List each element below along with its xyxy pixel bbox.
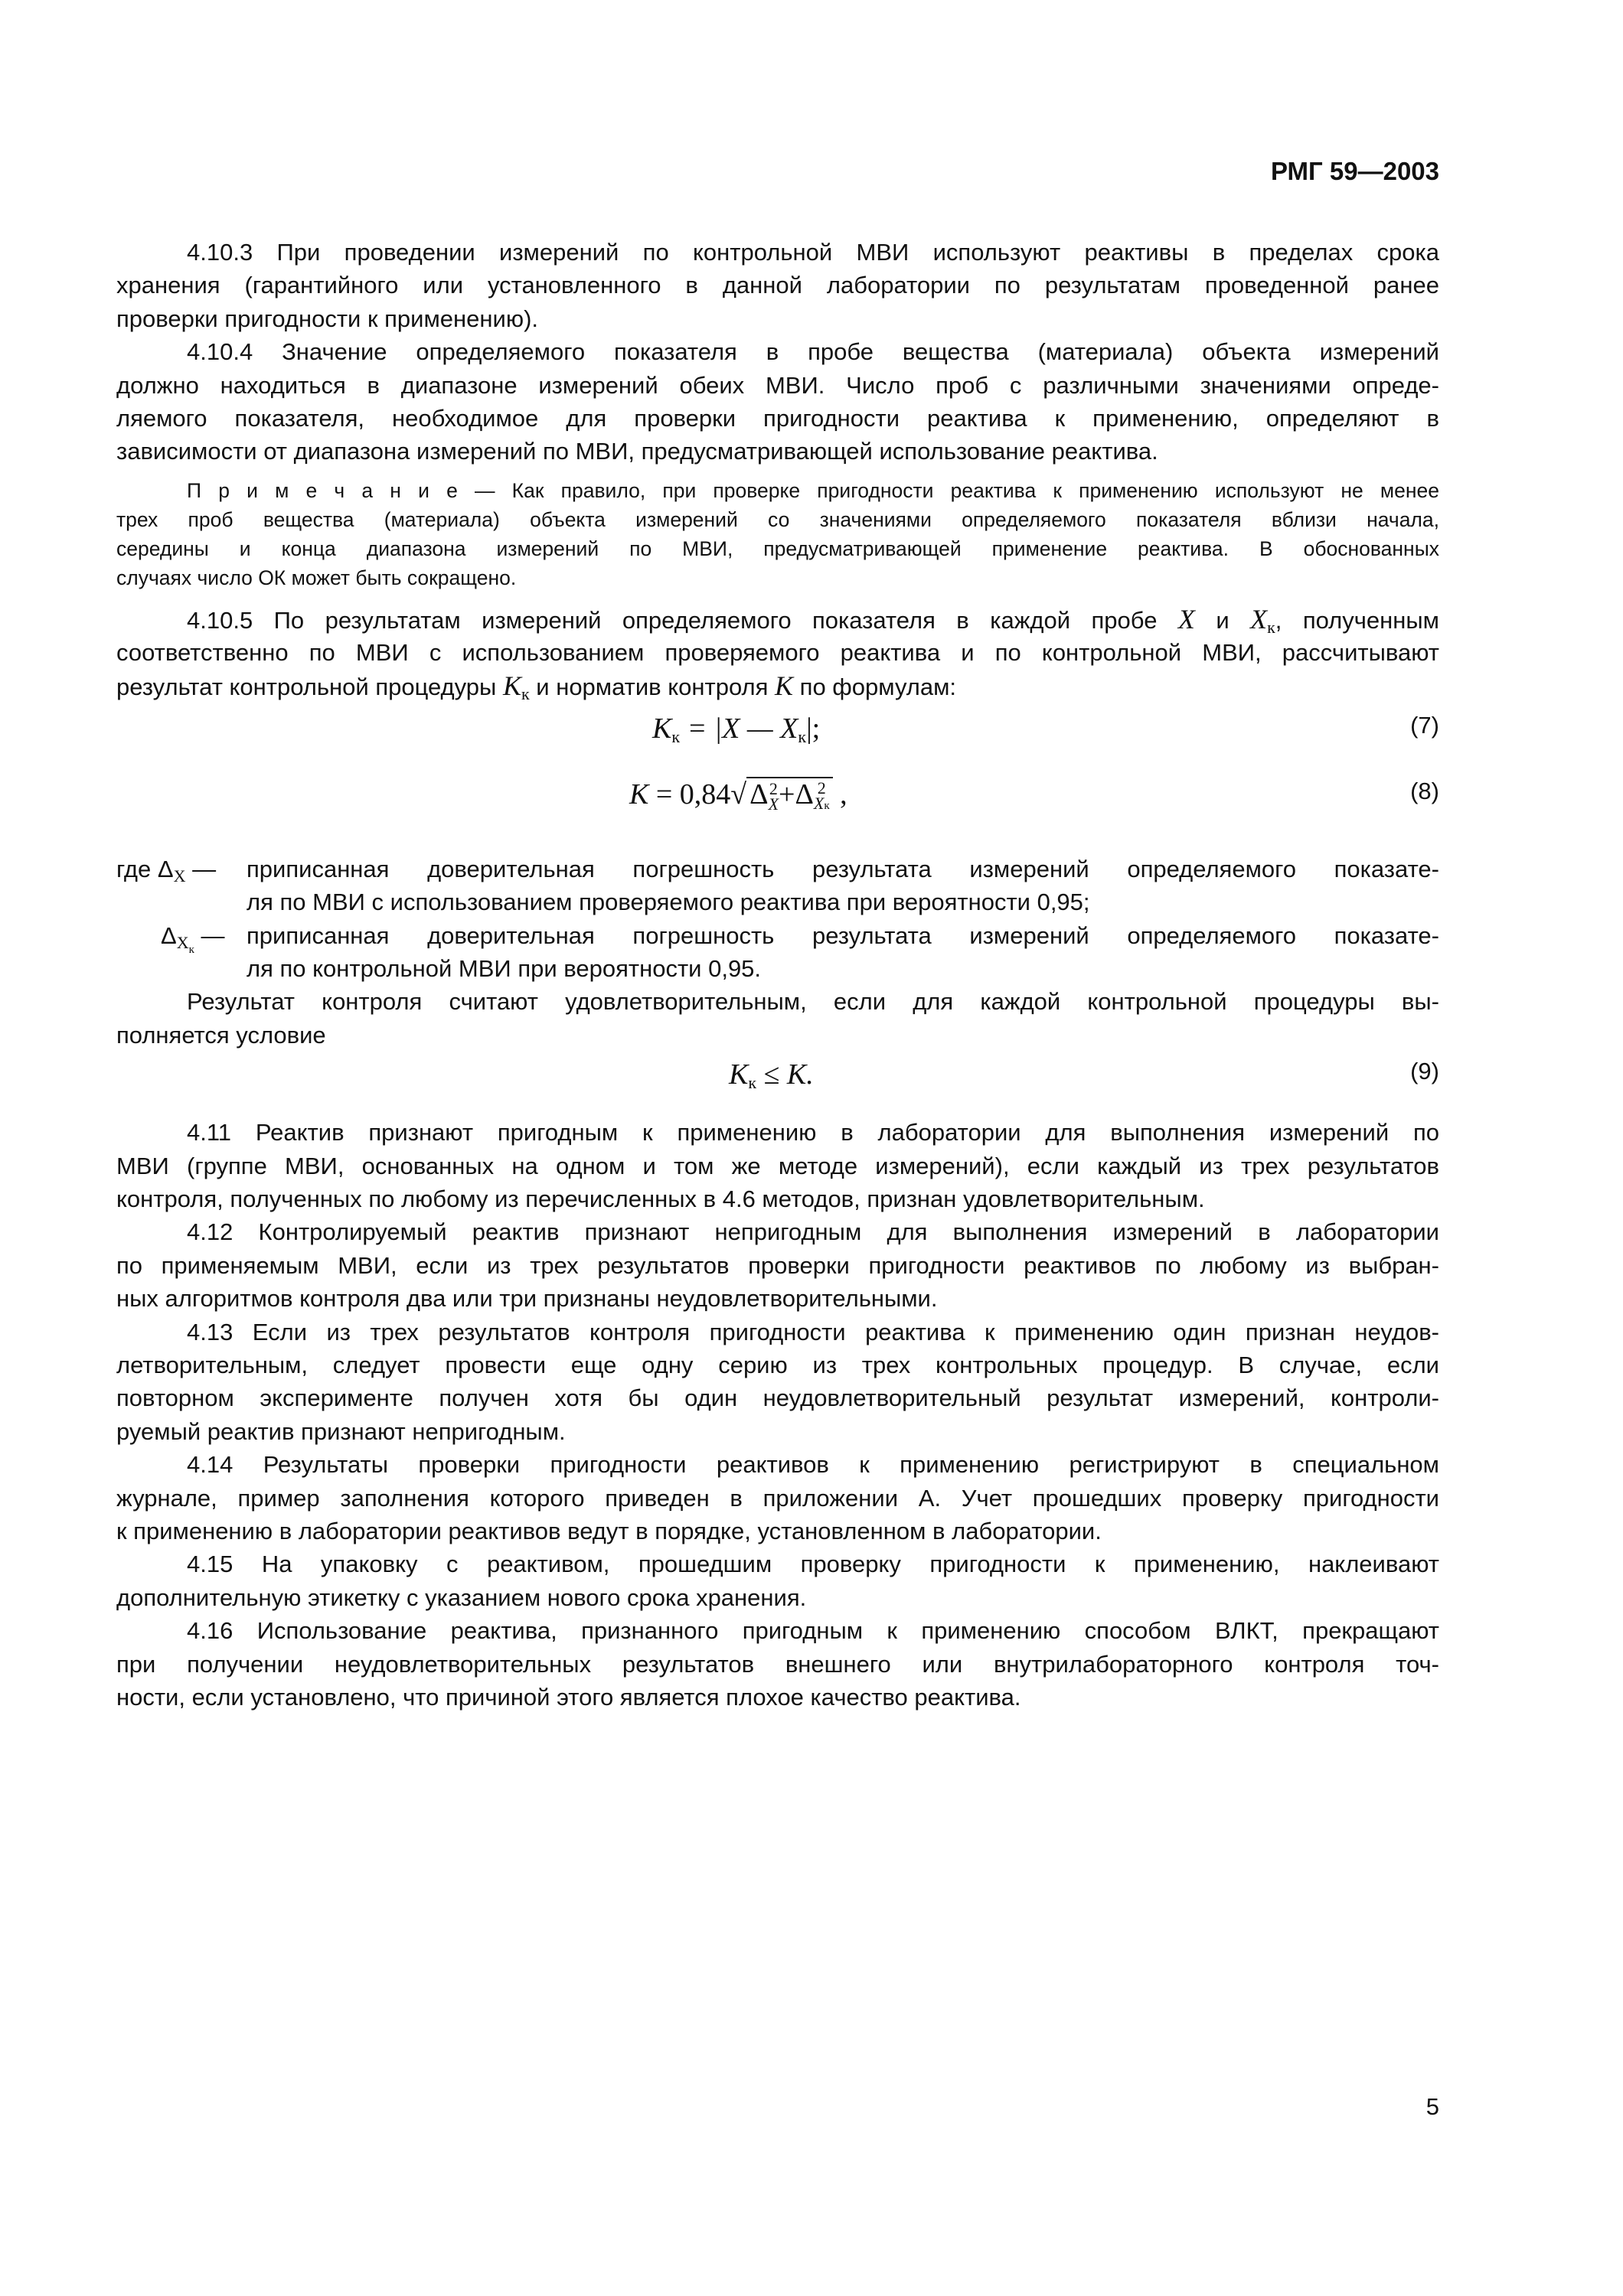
text-line: при получении неудовлетворительных результатов внешнего или внутрилабораторного контроля точ- (116, 1650, 1439, 1678)
paragraph-4-10-3 (116, 236, 1439, 335)
text-line: контроля, полученных по любому из перечисленных в 4.6 методов, признан удовлетворительным. (116, 1186, 1205, 1213)
formula-8-tail: , (840, 778, 847, 810)
label: Δ (161, 921, 177, 949)
paragraph-4-10-4 (116, 335, 1439, 468)
formula-9 (116, 1052, 1439, 1110)
formula-7-number: (7) (1410, 711, 1439, 739)
math-subscript: к (521, 683, 530, 703)
formula-8-script2 (813, 778, 830, 814)
formula-9-lhs: K (729, 1058, 749, 1091)
formula-7-lhs: K (652, 712, 672, 745)
text-line: результат контрольной процедуры Kк и норматив контроля K по формулам: (116, 670, 957, 703)
plus: + (779, 778, 795, 810)
text-line: ных алгоритмов контроля два или три признаны неудовлетворительными. (116, 1285, 938, 1313)
text-line: 4.10.4 Значение определяемого показателя в пробе вещества (материала) объекта измерений (187, 338, 1439, 366)
text-line: проверки пригодности к применению). (116, 305, 539, 332)
formula-9-op: ≤ (763, 1058, 780, 1091)
formula-7-rhs-sub: к (798, 726, 807, 746)
sup: 2 (769, 779, 778, 799)
text-line: 4.15 На упаковку с реактивом, прошедшим проверку пригодности к применению, наклеивают (187, 1551, 1439, 1578)
clause-paragraph (116, 1448, 1439, 1548)
formula-7-rhs: = |X — X (687, 712, 798, 745)
formula-8-lhs: K (629, 778, 649, 810)
text-line: середины и конца диапазона измерений по МВИ, предусматривающей применение реактива. В обоснованных (116, 536, 1439, 560)
formula-9-lhs-sub: к (748, 1073, 757, 1093)
formula-8-radicand (746, 777, 833, 814)
formula-8 (116, 768, 1439, 853)
formula-8-script1 (769, 781, 779, 812)
text-line: 4.13 Если из трех результатов контроля пригодности реактива к применению один признан неудов- (187, 1318, 1439, 1345)
subsub: к (188, 943, 194, 956)
label: где Δ (116, 855, 174, 882)
where-label-1 (116, 853, 216, 892)
clause-paragraph (116, 1316, 1439, 1449)
text-line: ляемого показателя, необходимое для проверки пригодности реактива к применению, определяют в (116, 404, 1439, 432)
clause-paragraph (116, 1116, 1439, 1215)
text-line: П р и м е ч а н и е — Как правило, при проверке пригодности реактива к применению используют не менее (187, 478, 1439, 502)
where-def-2-text (247, 919, 1439, 986)
formula-8-coef: = 0,84√ (655, 778, 747, 810)
text-line: 4.12 Контролируемый реактив признают непригодным для выполнения измерений в лаборатории (187, 1218, 1439, 1246)
text-line: 4.14 Результаты проверки пригодности реактивов к применению регистрируют в специальном (187, 1451, 1439, 1479)
text-line: летворительным, следует провести еще одну серию из трех контрольных процедур. В случае, если (116, 1351, 1439, 1378)
clause-paragraph (116, 1548, 1439, 1614)
text-line: повторном эксперименте получен хотя бы один неудовлетворительный результат измерений, контроли- (116, 1384, 1439, 1412)
text-line: дополнительную этикетку с указанием нового срока хранения. (116, 1583, 807, 1611)
sup: 2 (817, 778, 826, 797)
where-def-1 (116, 853, 1439, 919)
math-symbol: K (502, 670, 521, 701)
dash: — (192, 855, 217, 882)
note-paragraph (116, 476, 1439, 592)
formula-8-number: (8) (1410, 777, 1439, 804)
text-line: приписанная доверительная погрешность результата измерений определяемого показате- (247, 855, 1439, 882)
text-line: случаях число ОК может быть сокращено. (116, 566, 517, 589)
text-line: 4.10.3 При проведении измерений по контрольной МВИ используют реактивы в пределах срока (187, 239, 1439, 266)
where-def-1-text (247, 853, 1439, 919)
delta-symbol: Δ (795, 778, 814, 810)
result-paragraph (116, 985, 1439, 1052)
text-line: журнале, пример заполнения которого приведен в приложении А. Учет прошедших проверку пригодности (116, 1484, 1439, 1512)
text-line: Результат контроля считают удовлетворительным, если для каждой контрольной процедуры вы- (187, 988, 1439, 1016)
sub: X (173, 866, 186, 885)
where-def-2 (116, 919, 1439, 986)
text-line: 4.16 Использование реактива, признанного пригодным к применению способом ВЛКТ, прекращают (187, 1617, 1439, 1645)
paragraph-4-10-5 (116, 603, 1439, 703)
text-line: МВИ (группе МВИ, основанных на одном и том же методе измерений), если каждый из трех результатов (116, 1152, 1439, 1179)
page-number: 5 (1425, 2093, 1439, 2120)
text-line: 4.11 Реактив признают пригодным к применению в лаборатории для выполнения измерений по (187, 1119, 1439, 1146)
sub: X (176, 932, 189, 952)
where-label-2 (161, 919, 225, 967)
formula-9-rhs: K. (786, 1058, 814, 1091)
text-line: к применению в лаборатории реактивов ведут в порядке, установленном в лаборатории. (116, 1517, 1102, 1544)
formula-7-lhs-sub: к (671, 726, 681, 746)
math-symbol: K (775, 670, 794, 701)
text-line: хранения (гарантийного или установленного в данной лаборатории по результатам проведенной ранее (116, 272, 1439, 299)
clauses-4-11-to-4-16 (116, 1116, 1439, 1714)
text-line: ности, если установлено, что причиной этого является плохое качество реактива. (116, 1683, 1021, 1711)
formula-9-number: (9) (1410, 1058, 1439, 1085)
document-body (116, 236, 1439, 1714)
text-line: должно находиться в диапазоне измерений обеих МВИ. Число проб с различными значениями опреде- (116, 371, 1439, 399)
clause-paragraph (116, 1215, 1439, 1315)
dash: — (201, 921, 225, 949)
formula-7-tail: |; (806, 712, 821, 745)
math-symbol: X (1250, 603, 1268, 634)
clause-paragraph (116, 1614, 1439, 1714)
text-line: соответственно по МВИ с использованием проверяемого реактива и по контрольной МВИ, рассчитывают (116, 639, 1439, 667)
text-line: трех проб вещества (материала) объекта измерений со значениями определяемого показателя вблизи начала, (116, 507, 1439, 531)
text-line: полняется условие (116, 1021, 326, 1049)
document-code: РМГ 59—2003 (1270, 157, 1439, 185)
math-symbol: X (1177, 603, 1195, 634)
text-line: руемый реактив признают непригодным. (116, 1417, 566, 1445)
text-line: 4.10.5 По результатам измерений определяемого показателя в каждой пробе X и Xк, полученным (187, 603, 1439, 637)
math-subscript: к (1267, 617, 1275, 637)
text-line: приписанная доверительная погрешность результата измерений определяемого показате- (247, 921, 1439, 949)
formula-7 (116, 703, 1439, 768)
text-line: ля по контрольной МВИ при вероятности 0,95. (247, 955, 762, 983)
subsub: к (824, 799, 830, 812)
text-line: по применяемым МВИ, если из трех результатов проверки пригодности реактивов по любому из выбран- (116, 1251, 1439, 1279)
delta-symbol: Δ (749, 778, 769, 810)
text-line: ля по МВИ с использованием проверяемого реактива при вероятности 0,95; (247, 889, 1090, 916)
sub: X (813, 793, 825, 813)
text-line: зависимости от диапазона измерений по МВИ, предусматривающей использование реактива. (116, 438, 1158, 465)
sub: X (768, 794, 779, 814)
